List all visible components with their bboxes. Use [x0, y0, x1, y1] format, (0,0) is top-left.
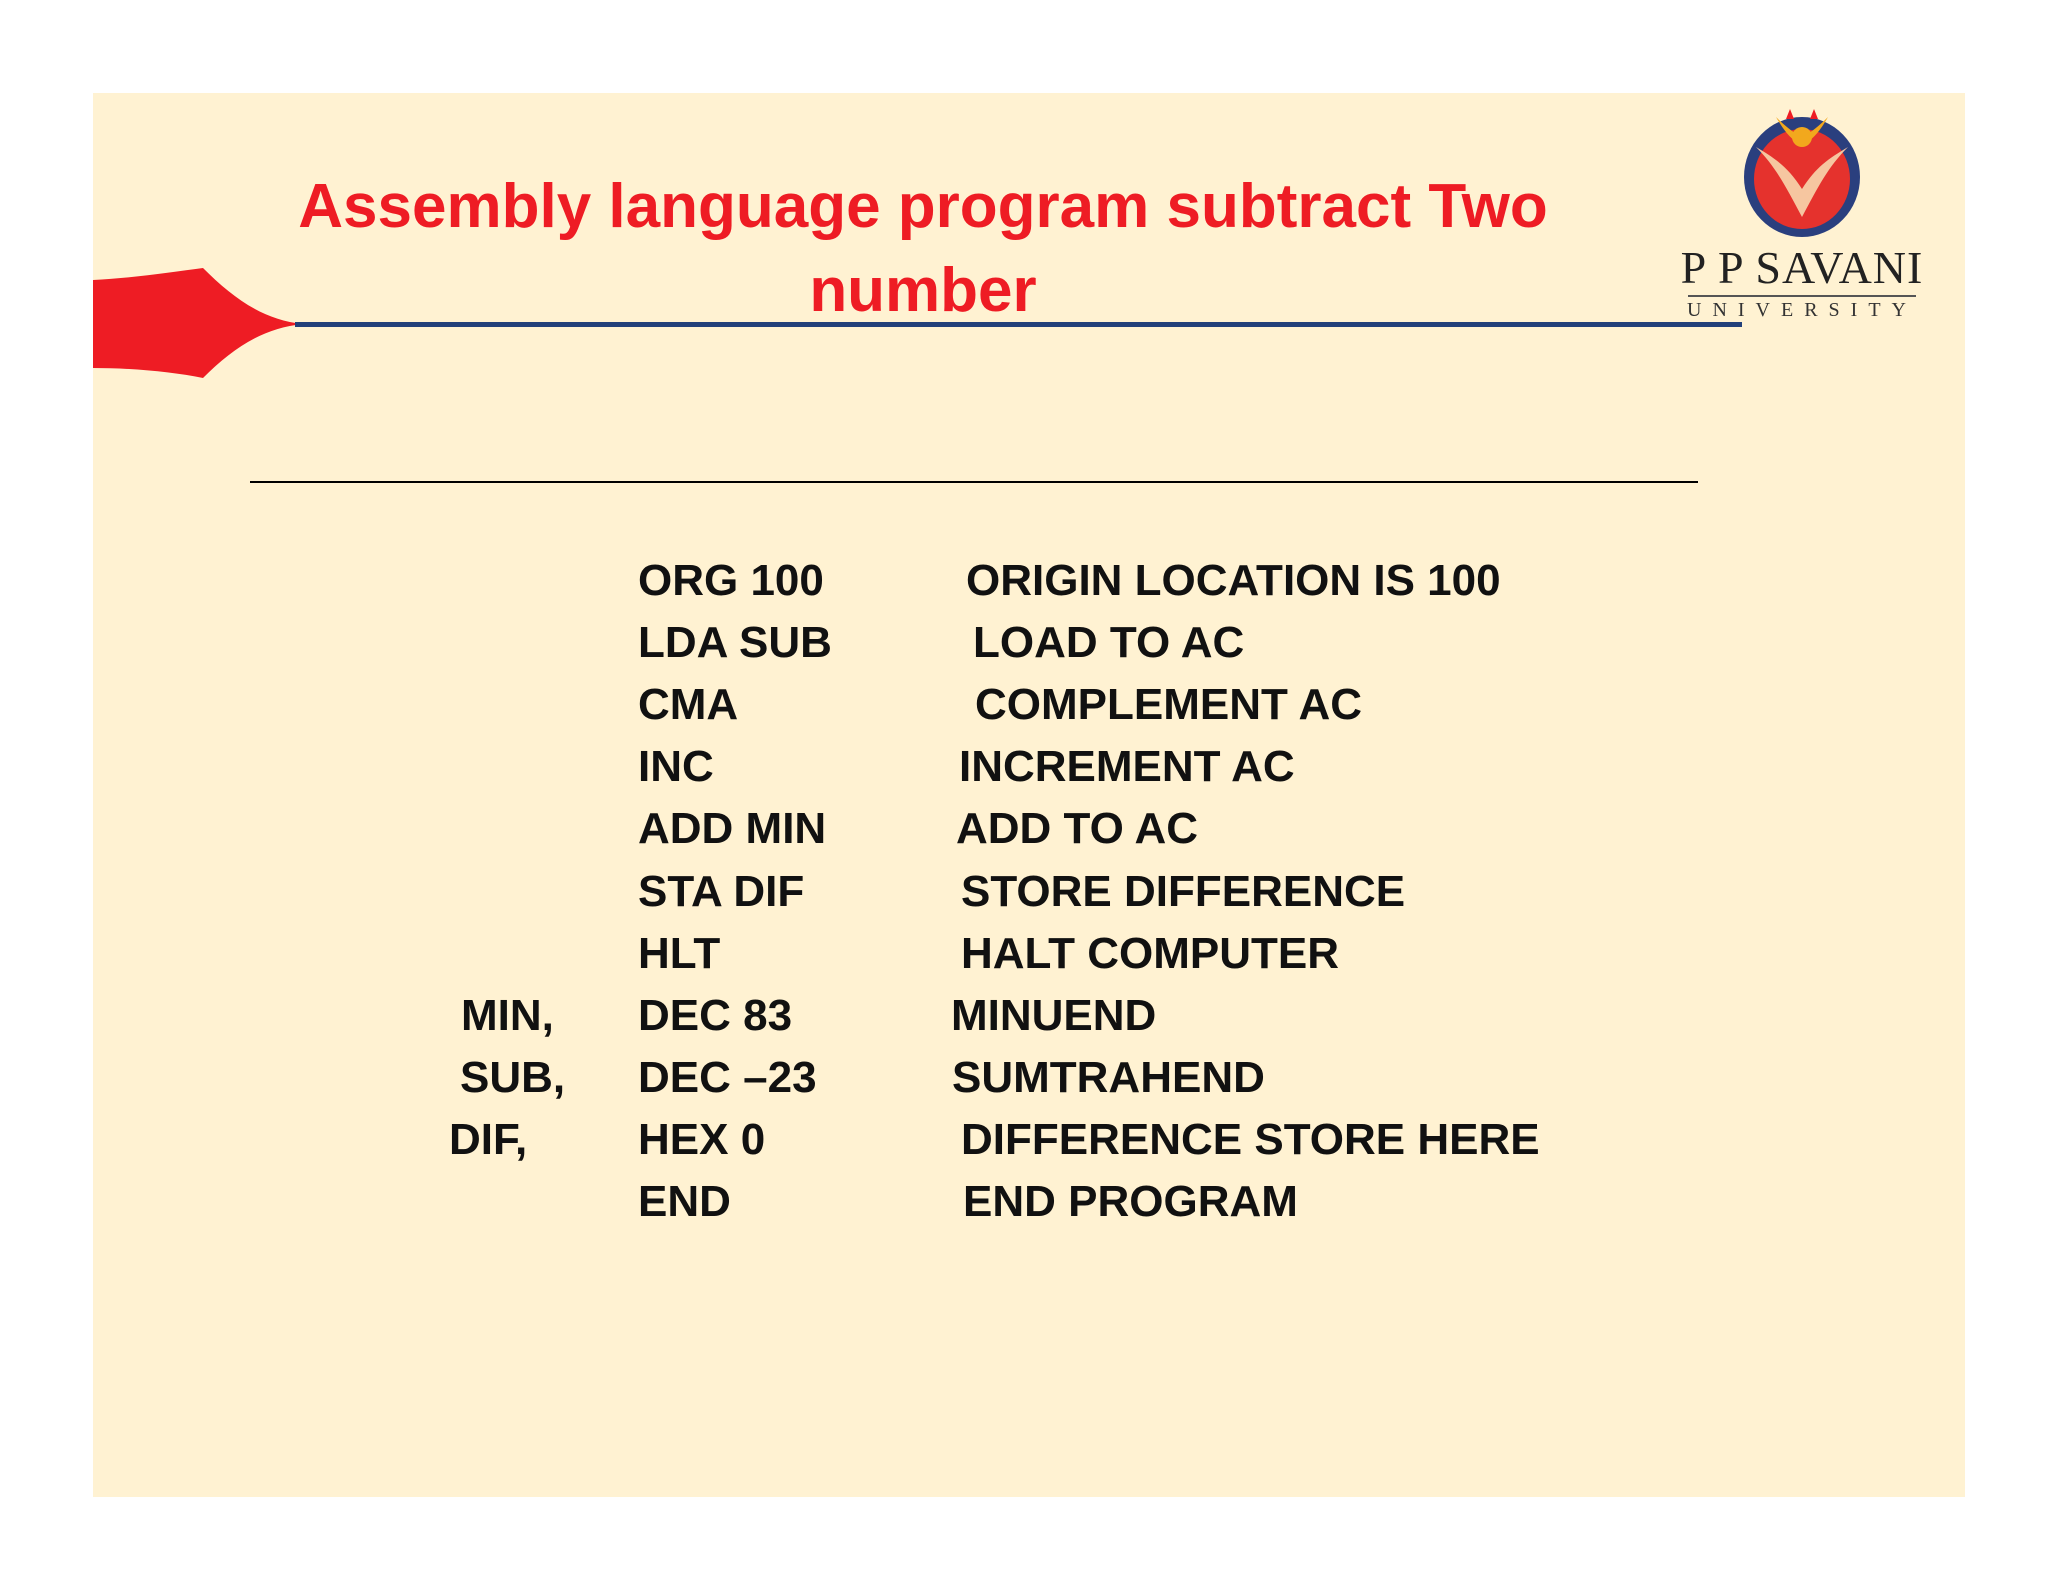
program-line [93, 612, 1965, 674]
program-line [93, 550, 1965, 612]
line-comment: END PROGRAM [963, 1177, 1298, 1226]
slide [93, 93, 1965, 1497]
program-line [93, 861, 1965, 923]
line-instruction: LDA SUB [638, 618, 832, 667]
line-label: SUB, [460, 1053, 566, 1102]
line-label: MIN, [461, 991, 554, 1040]
title-line-1: Assembly language program subtract Two [298, 172, 1548, 241]
line-comment: LOAD TO AC [973, 618, 1245, 667]
line-comment: SUMTRAHEND [952, 1053, 1265, 1102]
title-line-2: number [809, 256, 1037, 325]
line-comment: HALT COMPUTER [961, 929, 1340, 978]
line-instruction: HLT [638, 929, 721, 978]
assembly-program [93, 93, 1965, 1497]
line-instruction: ADD MIN [638, 804, 827, 853]
line-comment: DIFFERENCE STORE HERE [961, 1115, 1540, 1164]
line-instruction: ORG 100 [638, 556, 824, 605]
line-instruction: DEC 83 [638, 991, 793, 1040]
program-line [93, 923, 1965, 985]
program-line [93, 1047, 1965, 1109]
program-line [93, 736, 1965, 798]
line-instruction: END [638, 1177, 731, 1226]
program-line [93, 674, 1965, 736]
line-comment: STORE DIFFERENCE [961, 867, 1406, 916]
program-line [93, 1171, 1965, 1233]
line-comment: INCREMENT AC [959, 742, 1295, 791]
line-comment: ADD TO AC [956, 804, 1198, 853]
line-comment: COMPLEMENT AC [975, 680, 1363, 729]
line-instruction: HEX 0 [638, 1115, 766, 1164]
line-instruction: STA DIF [638, 867, 805, 916]
program-line [93, 1109, 1965, 1171]
program-line [93, 985, 1965, 1047]
logo-name: P P SAVANI [1680, 242, 1924, 293]
line-comment: ORIGIN LOCATION IS 100 [966, 556, 1501, 605]
program-line [93, 798, 1965, 860]
line-instruction: DEC –23 [638, 1053, 817, 1102]
line-instruction: INC [638, 742, 714, 791]
logo-subtitle: UNIVERSITY [1687, 299, 1917, 321]
line-label: DIF, [449, 1115, 528, 1164]
line-comment: MINUEND [951, 991, 1157, 1040]
line-instruction: CMA [638, 680, 739, 729]
